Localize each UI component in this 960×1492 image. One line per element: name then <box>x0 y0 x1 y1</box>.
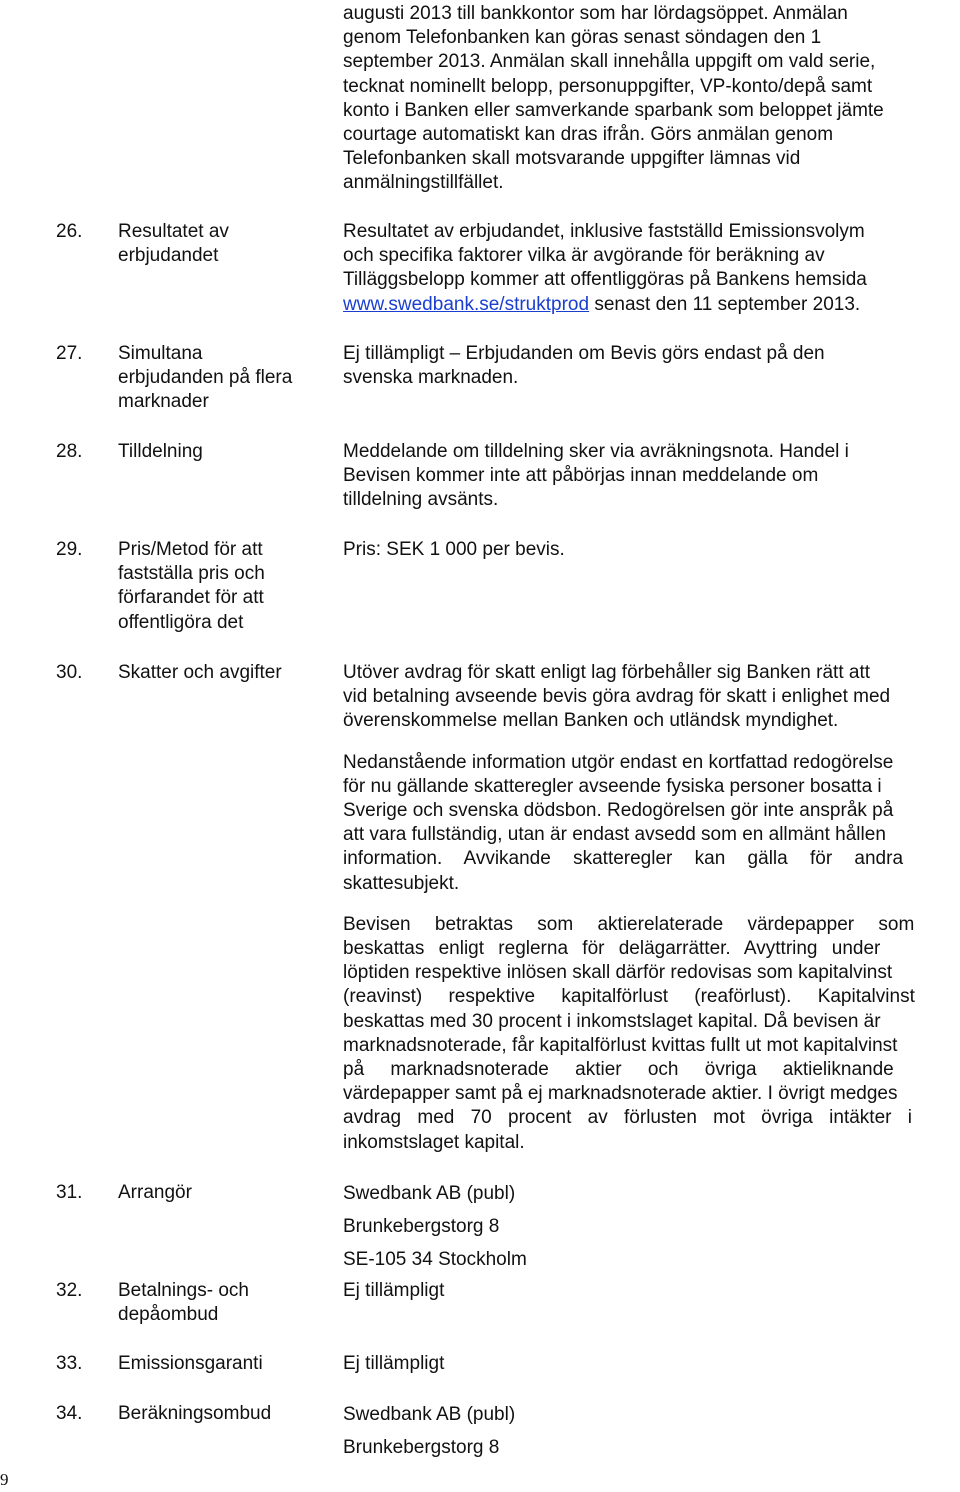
section-label <box>118 440 323 464</box>
section-text <box>343 1177 958 1276</box>
text-line: tecknat nominellt belopp, personuppgifter, VP-konto/depå samt <box>343 75 873 97</box>
text-line: Swedbank AB (publ) <box>343 1404 516 1425</box>
label-line: Resultatet av <box>118 221 229 242</box>
label-line: offentligöra det <box>118 611 244 633</box>
section-label <box>118 1181 323 1205</box>
section-text <box>343 440 958 513</box>
text-line: marknadsnoterade, får kapitalförlust kvittas fullt ut mot kapitalvinst <box>343 1034 898 1056</box>
text-line: för nu gällande skatteregler avseende fysiska personer bosatta i <box>343 775 882 797</box>
label-line: depåombud <box>118 1304 219 1326</box>
text-line: september 2013. Anmälan skall innehålla uppgift om vald serie, <box>343 51 876 73</box>
text-line: courtage automatiskt kan dras ifrån. Görs anmälan genom <box>343 124 834 146</box>
text-line: Utöver avdrag för skatt enligt lag förbehåller sig Banken rätt att <box>343 662 870 683</box>
label-line: förfarandet för att <box>118 587 264 609</box>
section-label <box>118 1402 323 1426</box>
text-line: Bevisen kommer inte att påbörjas innan meddelande om <box>343 465 819 487</box>
label-line: Betalnings- och <box>118 1280 249 1301</box>
paragraph-1 <box>343 661 958 734</box>
section-number: 28. <box>56 441 83 462</box>
text-line: Brunkebergstorg 8 <box>343 1216 500 1237</box>
label-line: fastställa pris och <box>118 563 265 585</box>
text-line: Tilläggsbelopp kommer att offentliggöras på Bankens hemsida <box>343 269 867 291</box>
section-text <box>343 538 958 562</box>
paragraph-3 <box>343 913 958 1155</box>
section-label <box>118 538 323 635</box>
text-line: genom Telefonbanken kan göras senast söndagen den 1 <box>343 27 822 49</box>
section-number: 26. <box>56 221 83 242</box>
section-number: 34. <box>56 1403 83 1424</box>
text-line: Meddelande om tilldelning sker via avräkningsnota. Handel i <box>343 441 849 462</box>
label-line: Emissionsgaranti <box>118 1353 263 1374</box>
link-suffix: senast den 11 september 2013. <box>589 293 861 315</box>
text-line: Bevisen betraktas som aktierelaterade värdepapper som <box>343 913 915 935</box>
section-number: 33. <box>56 1353 83 1374</box>
text-line: Pris: SEK 1 000 per bevis. <box>343 539 565 560</box>
text-line: löptiden respektive inlösen skall därför redovisas som kapitalvinst <box>343 962 893 984</box>
label-line: marknader <box>118 391 209 413</box>
text-line: överenskommelse mellan Banken och utländsk myndighet. <box>343 710 839 732</box>
section-number: 30. <box>56 662 83 683</box>
text-line: värdepapper samt på ej marknadsnoterade aktier. I övrigt medges <box>343 1083 898 1105</box>
swedbank-struktprod-link[interactable]: www.swedbank.se/struktprod <box>343 293 590 315</box>
section-label <box>118 220 323 268</box>
text-line: tilldelning avsänts. <box>343 489 499 511</box>
text-line: Ej tillämpligt <box>343 1280 445 1301</box>
text-line: augusti 2013 till bankkontor som har lördagsöppet. Anmälan <box>343 3 848 24</box>
section-number: 31. <box>56 1182 83 1203</box>
section-text <box>343 1279 958 1303</box>
page-number: 9 <box>0 1470 9 1489</box>
section-text <box>343 342 958 390</box>
text-line: på marknadsnoterade aktier och övriga aktieliknande <box>343 1059 894 1081</box>
text-line: Brunkebergstorg 8 <box>343 1437 500 1458</box>
text-line <box>343 293 958 317</box>
text-line: Sverige och svenska dödsbon. Redogörelsen gör inte anspråk på <box>343 800 894 822</box>
label-line: Arrangör <box>118 1182 192 1203</box>
text-line: skattesubjekt. <box>343 872 460 894</box>
text-line: beskattas med 30 procent i inkomstslaget kapital. Då bevisen är <box>343 1010 881 1032</box>
section-text <box>343 220 958 317</box>
text-line: (reavinst) respektive kapitalförlust (reaförlust). Kapitalvinst <box>343 986 915 1008</box>
text-line: beskattas enligt reglerna för delägarrätter. Avyttring under <box>343 938 881 960</box>
text-line: avdrag med 70 procent av förlusten mot övriga intäkter i <box>343 1107 912 1129</box>
text-line: Resultatet av erbjudandet, inklusive fastställd Emissionsvolym <box>343 221 865 242</box>
label-line: erbjudanden på flera <box>118 367 293 389</box>
text-line: Nedanstående information utgör endast en kortfattad redogörelse <box>343 751 894 773</box>
text-line: information. Avvikande skatteregler kan gälla för andra <box>343 848 904 870</box>
section-text <box>343 661 958 1155</box>
paragraph-2 <box>343 751 958 896</box>
section-number: 29. <box>56 539 83 560</box>
label-line: Skatter och avgifter <box>118 662 282 683</box>
text-line: Telefonbanken skall motsvarande uppgifter lämnas vid <box>343 148 801 170</box>
section-number: 27. <box>56 343 83 364</box>
section-label <box>118 1279 323 1327</box>
text-line: Swedbank AB (publ) <box>343 1183 516 1204</box>
section-label <box>118 342 323 415</box>
text-line: att vara fullständig, utan är endast avsedd som en allmänt hållen <box>343 824 886 846</box>
label-line: Simultana <box>118 343 203 364</box>
section-text <box>343 1352 958 1376</box>
section-label <box>118 1352 323 1376</box>
section-text <box>343 1398 958 1464</box>
label-line: erbjudandet <box>118 245 219 267</box>
text-line: anmälningstillfället. <box>343 172 504 194</box>
text-line: konto i Banken eller samverkande sparbank som beloppet jämte <box>343 99 884 121</box>
section-number: 32. <box>56 1280 83 1301</box>
text-line: Ej tillämpligt – Erbjudanden om Bevis görs endast på den <box>343 343 825 364</box>
text-line: och specifika faktorer vilka är avgörande för beräkning av <box>343 245 825 267</box>
label-line: Pris/Metod för att <box>118 539 263 560</box>
text-line: vid betalning avseende bevis göra avdrag för skatt i enlighet med <box>343 686 891 708</box>
section-label <box>118 661 323 685</box>
continuation-paragraph <box>343 2 958 196</box>
text-line: Ej tillämpligt <box>343 1353 445 1374</box>
label-line: Tilldelning <box>118 441 203 462</box>
label-line: Beräkningsombud <box>118 1403 272 1424</box>
text-line: svenska marknaden. <box>343 367 519 389</box>
text-line: inkomstslaget kapital. <box>343 1131 525 1153</box>
text-line: SE-105 34 Stockholm <box>343 1249 527 1270</box>
